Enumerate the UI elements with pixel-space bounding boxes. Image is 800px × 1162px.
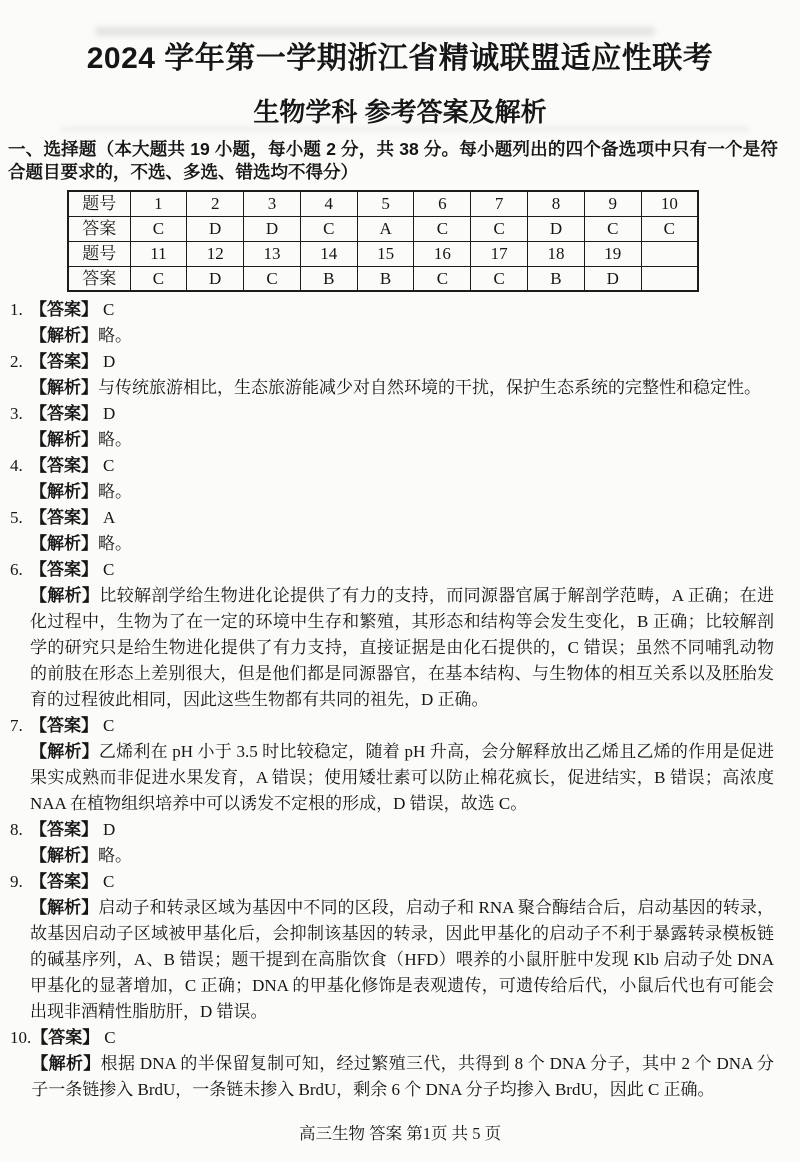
answer-cell: D [244,216,301,241]
answer-item [10,817,774,869]
answer-cell: B [300,266,357,291]
item-explanation [30,895,774,1025]
item-number: 4. [10,456,23,475]
question-number-cell: 18 [528,241,585,266]
answer-cell: C [414,216,471,241]
item-body [30,817,774,869]
question-number-cell: 15 [357,241,414,266]
explanation-text: 略。 [98,846,132,865]
answer-cell: C [130,266,187,291]
question-number-cell: 5 [357,191,414,216]
answer-label: 【答案】 [30,352,98,371]
item-number: 9. [10,872,23,891]
item-explanation [30,479,774,505]
explanation-label: 【解析】 [30,846,98,865]
table-row [68,191,698,216]
answer-label: 【答案】 [30,560,98,579]
answer-label: 【答案】 [30,820,98,839]
item-answer-line [30,713,774,739]
row-label-cell: 题号 [68,241,130,266]
explanation-text: 与传统旅游相比，生态旅游能减少对自然环境的干扰，保护生态系统的完整性和稳定性。 [98,378,761,397]
question-number-cell: 19 [584,241,641,266]
explanation-label: 【解析】 [31,1054,101,1073]
explanation-label: 【解析】 [30,742,99,761]
answer-label: 【答案】 [30,456,98,475]
answer-item [10,453,774,505]
explanation-text: 略。 [98,430,132,449]
page-title: 2024 学年第一学期浙江省精诚联盟适应性联考 [86,42,714,75]
explanation-label: 【解析】 [30,534,98,553]
answer-cell: B [357,266,414,291]
explanation-label: 【解析】 [30,326,98,345]
item-body [30,401,774,453]
question-number-cell [641,241,698,266]
question-number-cell: 6 [414,191,471,216]
item-answer-line [31,1025,774,1051]
answer-item [10,557,774,713]
item-explanation [30,375,774,401]
item-body [30,297,774,349]
answer-item [10,401,774,453]
answer-value: C [104,1028,116,1047]
page-footer: 高三生物 答案 第1页 共 5 页 [298,1124,502,1143]
answer-cell: D [187,266,244,291]
explanation-label: 【解析】 [30,898,99,917]
question-number-cell: 17 [471,241,528,266]
item-body [30,505,774,557]
answer-item [10,349,774,401]
answer-label: 【答案】 [30,508,98,527]
question-number-cell: 8 [528,191,585,216]
item-answer-line [30,401,774,427]
explanation-text: 比较解剖学给生物进化论提供了有力的支持，而同源器官属于解剖学范畴，A 正确；在进化过程中，生物为了在一定的环境中生存和繁殖，其形态和结构等会发生变化，B 正确；比较解剖学的研究只是给生物进化提供了有力支持，直接证据是由化石提供的，C 错误；虽然不同哺乳动物的前肢在形态上差别很大，但是他们都是同源器官，在基本结构、与生物体的相互关系以及胚胎发育的过程彼此相同，因此这些生物都有共同的祖先，D 正确。 [30,586,774,709]
explanation-text: 根据 DNA 的半保留复制可知，经过繁殖三代，共得到 8 个 DNA 分子，其中 2 个 DNA 分子一条链掺入 BrdU，一条链未掺入 BrdU，剩余 6 个 DNA 分子均掺入 BrdU，因此 C 正确。 [31,1054,774,1099]
table-row [68,216,698,241]
answer-item [10,713,774,817]
answer-cell: D [528,216,585,241]
item-answer-line [30,869,774,895]
question-number-cell: 11 [130,241,187,266]
explanation-text: 乙烯利在 pH 小于 3.5 时比较稳定，随着 pH 升高，会分解释放出乙烯且乙烯的作用是促进果实成熟而非促进水果发育，A 错误；使用矮壮素可以防止棉花疯长，促进结实，B 错误；高浓度 NAA 在植物组织培养中可以诱发不定根的形成，D 错误，故选 C。 [30,742,774,813]
row-label-cell: 答案 [68,216,130,241]
answer-value: D [103,352,116,371]
answer-value: A [103,508,116,527]
item-number: 3. [10,404,23,423]
row-label-cell: 题号 [68,191,130,216]
answer-cell: D [584,266,641,291]
answer-label: 【答案】 [30,300,98,319]
answer-item [10,869,774,1025]
answer-value: C [103,560,115,579]
question-number-cell: 9 [584,191,641,216]
item-number: 2. [10,352,23,371]
answer-value: D [103,404,116,423]
answer-label: 【答案】 [31,1028,100,1047]
answer-label: 【答案】 [30,716,98,735]
item-answer-line [30,817,774,843]
item-number: 6. [10,560,23,579]
scan-bleed-artifact [95,27,655,36]
item-body [30,713,774,817]
answer-cell: C [471,266,528,291]
answer-label: 【答案】 [30,872,98,891]
answer-item-list [10,297,774,1103]
answer-value: C [103,872,115,891]
item-answer-line [30,557,774,583]
answer-value: C [103,456,115,475]
item-body [30,349,774,401]
explanation-label: 【解析】 [30,430,98,449]
answer-item [10,505,774,557]
explanation-text: 略。 [98,482,132,501]
item-explanation [30,531,774,557]
item-explanation [30,739,774,817]
answer-cell: C [584,216,641,241]
item-number: 1. [10,300,23,319]
question-number-cell: 13 [244,241,301,266]
item-explanation [30,843,774,869]
section-heading: 一、选择题（本大题共 19 小题，每小题 2 分，共 38 分。每小题列出的四个备选项中只有一个是符合题目要求的，不选、多选、错选均不得分） [8,139,778,182]
item-answer-line [30,453,774,479]
answer-cell: B [528,266,585,291]
item-body [30,557,774,713]
item-answer-line [30,505,774,531]
item-number: 7. [10,716,23,735]
item-explanation [30,427,774,453]
answer-value: D [103,820,116,839]
question-number-cell: 1 [130,191,187,216]
explanation-label: 【解析】 [30,586,100,605]
item-body [30,453,774,505]
item-answer-line [30,297,774,323]
question-number-cell: 12 [187,241,244,266]
item-number: 10. [10,1028,32,1047]
answer-cell: D [187,216,244,241]
answer-item [10,1025,774,1103]
explanation-text: 略。 [98,326,132,345]
table-row [68,241,698,266]
explanation-text: 启动子和转录区域为基因中不同的区段，启动子和 RNA 聚合酶结合后，启动基因的转录，故基因启动子区域被甲基化后，会抑制该基因的转录，因此甲基化的启动子不利于暴露转录模板链的碱基序列，A、B 错误；题干提到在高脂饮食（HFD）喂养的小鼠肝脏中发现 Klb 启动子处 DNA 甲基化的显著增加，C 正确；DNA 的甲基化修饰是表观遗传，可遗传给后代，小鼠后代也有可能会出现非酒精性脂肪肝，D 错误。 [30,898,775,1021]
answer-value: C [103,300,115,319]
item-body [30,869,774,1025]
answer-cell: C [300,216,357,241]
answer-cell: A [357,216,414,241]
answer-key-table [67,190,699,292]
explanation-text: 略。 [98,534,132,553]
answer-cell: C [414,266,471,291]
item-explanation [30,323,774,349]
item-explanation [31,1051,774,1103]
answer-item [10,297,774,349]
explanation-label: 【解析】 [30,378,98,397]
answer-cell: C [130,216,187,241]
scan-bleed-artifact [60,126,750,132]
answer-label: 【答案】 [30,404,98,423]
question-number-cell: 14 [300,241,357,266]
question-number-cell: 10 [641,191,698,216]
question-number-cell: 2 [187,191,244,216]
answer-value: C [103,716,115,735]
answer-cell [641,266,698,291]
item-answer-line [30,349,774,375]
answer-cell: C [641,216,698,241]
question-number-cell: 3 [244,191,301,216]
question-number-cell: 7 [471,191,528,216]
item-number: 5. [10,508,23,527]
answer-cell: C [244,266,301,291]
question-number-cell: 4 [300,191,357,216]
page-subtitle: 生物学科 参考答案及解析 [253,97,547,127]
item-number: 8. [10,820,23,839]
row-label-cell: 答案 [68,266,130,291]
item-explanation [30,583,774,713]
answer-cell: C [471,216,528,241]
explanation-label: 【解析】 [30,482,98,501]
question-number-cell: 16 [414,241,471,266]
table-row [68,266,698,291]
item-body [31,1025,774,1103]
